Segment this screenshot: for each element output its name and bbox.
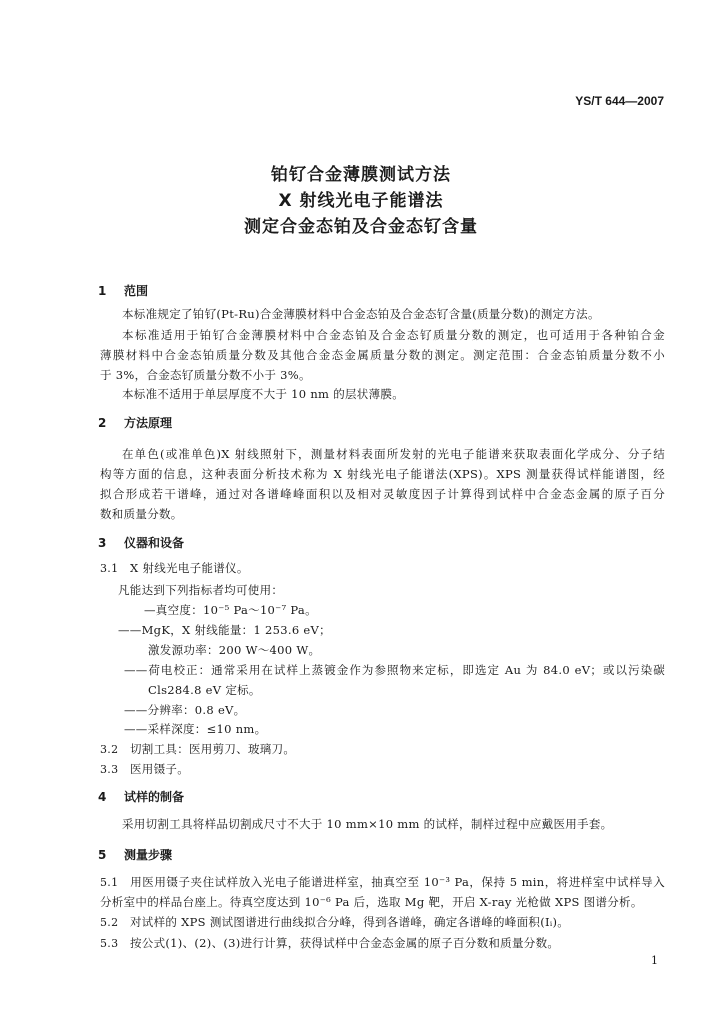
doc-title-line-2: X 射线光电子能谱法 — [278, 191, 444, 211]
section-2-heading — [98, 414, 172, 431]
requirement-xray-energy: ——MgK，X 射线能量：1 253.6 eV； — [118, 623, 331, 637]
clause-number: 3.2 — [100, 743, 119, 756]
clause-5-3 — [100, 935, 559, 951]
standard-number: YS/T 644—2007 — [575, 94, 664, 108]
section-5-heading — [98, 846, 172, 863]
requirement-resolution: ——分辨率：0.8 eV。 — [124, 703, 246, 717]
section-2-line-3: 拟合形成若干谱峰，通过对各谱峰峰面积以及相对灵敏度因子计算得到试样中合金态金属的原子百分 — [100, 487, 665, 501]
section-1-heading — [98, 282, 148, 299]
clause-number: 5.3 — [100, 937, 119, 950]
section-2-line-4: 数和质量分数。 — [100, 507, 183, 521]
clause-5-2 — [100, 914, 569, 930]
clause-text: 医用镊子。 — [130, 762, 189, 776]
section-4-heading — [98, 788, 184, 805]
clause-5-1-line-1 — [100, 874, 665, 890]
section-1-line-1: 本标准规定了铂钌(Pt-Ru)合金薄膜材料中合金态铂及合金态钌含量(质量分数)的测定方法。 — [122, 307, 600, 321]
requirement-source-power: 激发源功率：200 W～400 W。 — [148, 643, 321, 657]
clause-number: 5.2 — [100, 916, 119, 929]
clause-3-3 — [100, 761, 189, 777]
section-number: 4 — [98, 790, 107, 804]
requirement-vacuum: —真空度：10⁻⁵ Pa～10⁻⁷ Pa。 — [144, 603, 317, 617]
requirement-charge-correction: ——荷电校正：通常采用在试样上蒸镀金作为参照物来定标，即选定 Au 为 84.0 eV；或以污染碳 — [124, 663, 665, 677]
page-number: 1 — [651, 954, 658, 967]
section-number: 2 — [98, 416, 107, 430]
clause-text: 用医用镊子夹住试样放入光电子能谱进样室，抽真空至 10⁻³ Pa，保持 5 min，将进样室中试样导入 — [130, 875, 665, 889]
clause-text: 对试样的 XPS 测试图谱进行曲线拟合分峰，得到各谱峰，确定各谱峰的峰面积(Iᵢ)。 — [130, 915, 570, 929]
requirement-sampling-depth: ——采样深度：≤10 nm。 — [124, 722, 267, 736]
clause-text: 按公式(1)、(2)、(3)进行计算，获得试样中合金态金属的原子百分数和质量分数。 — [130, 936, 560, 950]
clause-number: 3.3 — [100, 763, 119, 776]
requirements-intro: 凡能达到下列指标者均可使用： — [118, 583, 284, 597]
section-1-line-3: 薄膜材料中合金态铂质量分数及其他合金态金属质量分数的测定。测定范围：合金态铂质量分数不小 — [100, 348, 665, 362]
section-title: 测量步骤 — [124, 848, 173, 862]
section-title: 方法原理 — [124, 416, 173, 430]
section-number: 3 — [98, 536, 107, 550]
section-title: 试样的制备 — [124, 790, 185, 804]
section-title: 范围 — [124, 284, 149, 298]
section-1-line-5: 本标准不适用于单层厚度不大于 10 nm 的层状薄膜。 — [122, 387, 405, 401]
clause-3-2 — [100, 741, 295, 757]
section-number: 1 — [98, 284, 107, 298]
requirement-charge-correction-cont: Cls284.8 eV 定标。 — [148, 683, 261, 697]
clause-number: 3.1 — [100, 562, 119, 575]
section-1-line-4: 于 3%，合金态钌质量分数不小于 3%。 — [100, 368, 311, 382]
section-3-heading — [98, 534, 184, 551]
section-4-line-1: 采用切割工具将样品切割成尺寸不大于 10 mm×10 mm 的试样，制样过程中应戴医用手套。 — [122, 817, 613, 831]
clause-text: X 射线光电子能谱仪。 — [130, 561, 249, 575]
doc-title-line-1: 铂钌合金薄膜测试方法 — [271, 165, 451, 185]
section-2-line-2: 构等方面的信息，这种表面分析技术称为 X 射线光电子能谱法(XPS)。XPS 测量获得试样能谱图，经 — [100, 467, 665, 481]
doc-title-line-3: 测定合金态铂及合金态钌含量 — [244, 217, 478, 237]
clause-3-1 — [100, 560, 249, 576]
section-1-line-2: 本标准适用于铂钌合金薄膜材料中合金态铂及合金态钌质量分数的测定，也可适用于各种铂合金 — [122, 328, 665, 342]
clause-number: 5.1 — [100, 876, 119, 889]
section-title: 仪器和设备 — [124, 536, 185, 550]
section-2-line-1: 在单色(或准单色)X 射线照射下，测量材料表面所发射的光电子能谱来获取表面化学成分、分子结 — [122, 447, 665, 461]
clause-5-1-line-2: 分析室中的样品台座上。待真空度达到 10⁻⁶ Pa 后，选取 Mg 靶，开启 X-ray 光枪做 XPS 图谱分析。 — [100, 895, 643, 909]
clause-text: 切割工具：医用剪刀、玻璃刀。 — [130, 742, 296, 756]
section-number: 5 — [98, 848, 107, 862]
